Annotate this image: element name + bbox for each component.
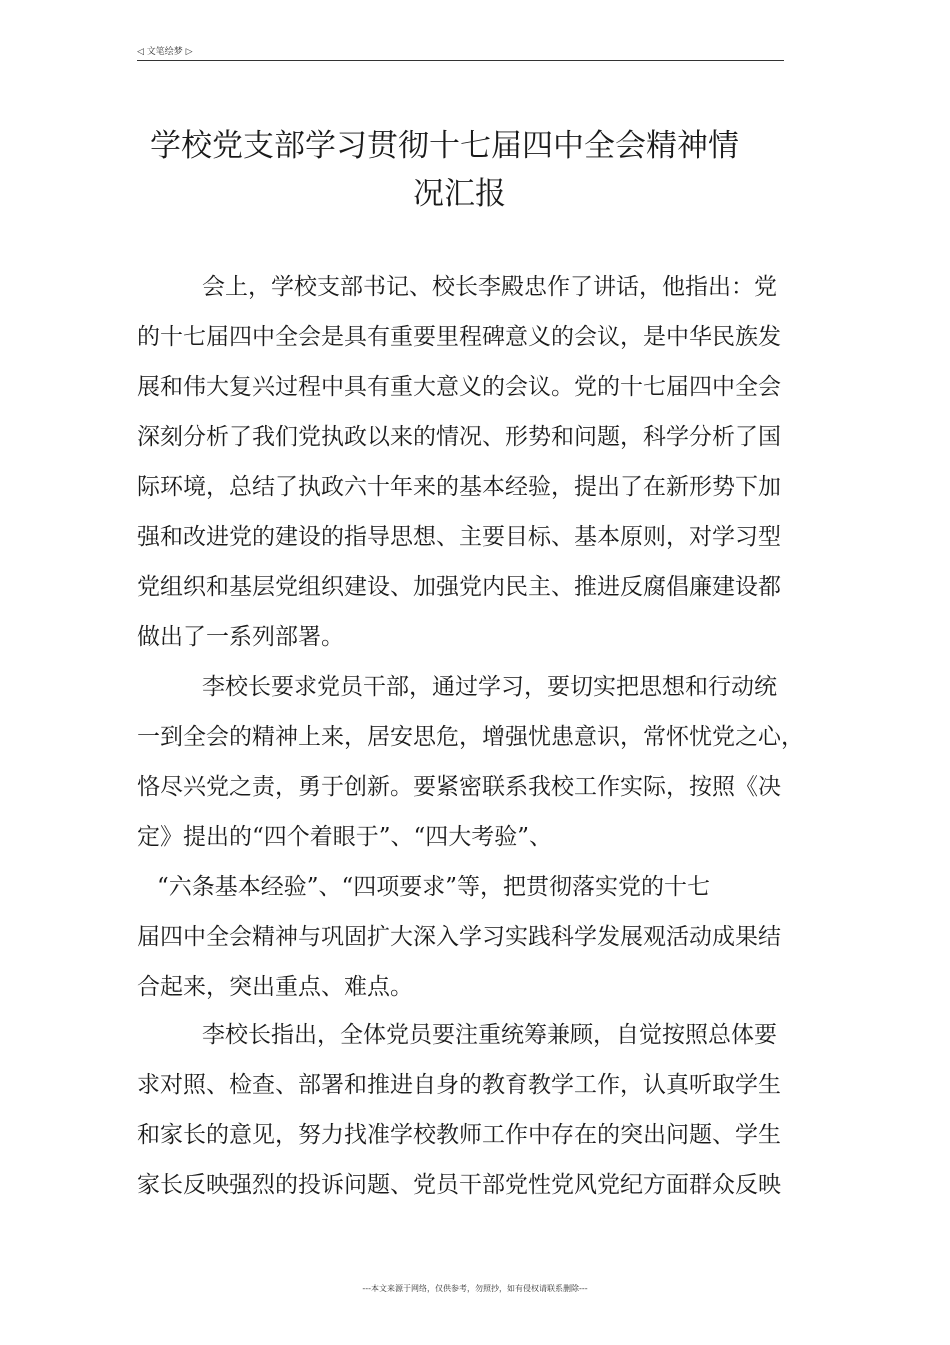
body-line: 的十七届四中全会是具有重要里程碑意义的会议，是中华民族发 xyxy=(137,324,781,350)
body-line: 李校长要求党员干部，通过学习，要切实把思想和行动统 xyxy=(202,674,777,700)
body-line: 届四中全会精神与巩固扩大深入学习实践科学发展观活动成果结 xyxy=(137,924,781,950)
title-line-2: 况汇报 xyxy=(413,176,506,212)
body-line: 做出了一系列部署。 xyxy=(137,624,344,650)
body-line: 求对照、检查、部署和推进自身的教育教学工作，认真听取学生 xyxy=(137,1072,781,1098)
body-line: 展和伟大复兴过程中具有重大意义的会议。党的十七届四中全会 xyxy=(137,374,781,400)
page-header xyxy=(137,44,784,61)
body-line: 和家长的意见，努力找准学校教师工作中存在的突出问题、学生 xyxy=(137,1122,781,1148)
body-line: 会上，学校支部书记、校长李殿忠作了讲话，他指出：党 xyxy=(202,274,777,300)
title-line-1: 学校党支部学习贯彻十七届四中全会精神情 xyxy=(150,128,739,164)
page-footer: ---本文来源于网络，仅供参考，勿照抄，如有侵权请联系删除--- xyxy=(362,1284,588,1293)
body-line: 定》提出的“四个着眼于”、“四大考验”、 xyxy=(137,824,553,850)
body-line: 强和改进党的建设的指导思想、主要目标、基本原则，对学习型 xyxy=(137,524,781,550)
body-line: 恪尽兴党之责，勇于创新。要紧密联系我校工作实际，按照《决 xyxy=(137,774,781,800)
body-line: 合起来，突出重点、难点。 xyxy=(137,974,413,1000)
body-line: 际环境，总结了执政六十年来的基本经验，提出了在新形势下加 xyxy=(137,474,781,500)
document-title xyxy=(137,122,777,218)
body-line: 家长反映强烈的投诉问题、党员干部党性党风党纪方面群众反映 xyxy=(137,1172,781,1198)
header-label: ◁ 文笔绘梦 ▷ xyxy=(137,47,193,57)
body-line: “六条基本经验”、“四项要求”等，把贯彻落实党的十七 xyxy=(157,874,711,900)
body-line: 一到全会的精神上来，居安思危，增强忧患意识，常怀忧党之心， xyxy=(137,724,804,750)
body-line: 党组织和基层党组织建设、加强党内民主、推进反腐倡廉建设都 xyxy=(137,574,781,600)
body-line: 李校长指出，全体党员要注重统筹兼顾，自觉按照总体要 xyxy=(202,1022,777,1048)
body-line: 深刻分析了我们党执政以来的情况、形势和问题，科学分析了国 xyxy=(137,424,781,450)
